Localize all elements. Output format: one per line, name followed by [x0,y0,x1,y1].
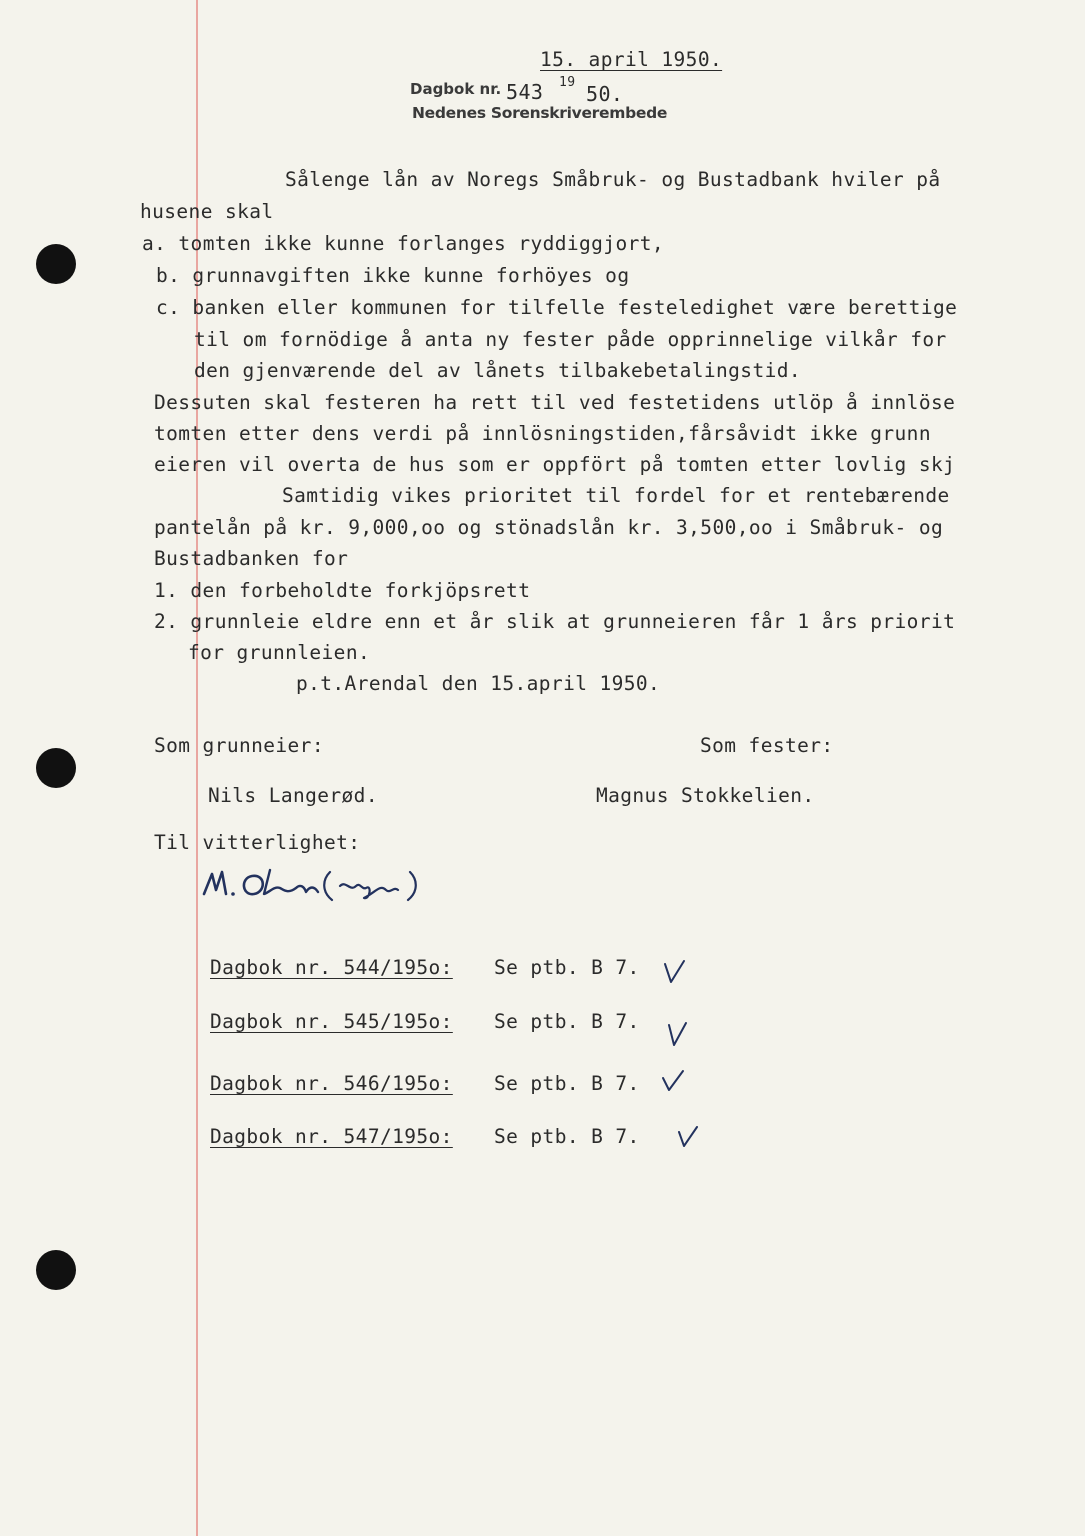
year-suffix: 50. [586,82,624,106]
body-line: Bustadbanken for [154,547,349,570]
document-date: 15. april 1950. [540,48,723,71]
entry-ref: Dagbok nr. 545/195o: [210,1010,453,1033]
entry-ref: Dagbok nr. 544/195o: [210,956,453,979]
body-line: for grunnleien. [188,641,371,664]
check-mark-icon [662,958,688,986]
fester-label: Som fester: [700,734,834,757]
body-line: husene skal [140,200,274,223]
grunneier-name: Nils Langerød. [208,784,378,807]
body-line: b. grunnavgiften ikke kunne forhöyes og [156,264,630,287]
body-line: til om fornödige å anta ny fester påde opprinnelige vilkår for [194,328,947,351]
witness-signature [200,864,440,904]
body-line: eieren vil overta de hus som er oppfört på tomten etter lovlig skj [154,453,956,476]
entry-ref: Dagbok nr. 546/195o: [210,1072,453,1095]
grunneier-label: Som grunneier: [154,734,324,757]
body-line: c. banken eller kommunen for tilfelle festeledighet være berettige [156,296,958,319]
punch-hole [36,748,76,788]
body-line: 1. den forbeholdte forkjöpsrett [154,579,531,602]
entry-note: Se ptb. B 7. [494,1125,640,1148]
entry-note: Se ptb. B 7. [494,956,640,979]
punch-hole [36,244,76,284]
body-line: a. tomten ikke kunne forlanges ryddiggjort, [142,232,665,255]
office-stamp: Nedenes Sorenskriverembede [412,104,668,122]
body-line: Dessuten skal festeren ha rett til ved festetidens utlöp å innlöse [154,391,956,414]
body-line: 2. grunnleie eldre enn et år slik at grunneieren får 1 års priorit [154,610,956,633]
check-mark-icon [660,1068,686,1094]
entry-note: Se ptb. B 7. [494,1010,640,1033]
check-mark-icon [676,1124,700,1150]
fester-name: Magnus Stokkelien. [596,784,815,807]
body-line: Sålenge lån av Noregs Småbruk- og Bustadbank hviler på [285,168,941,191]
entry-ref: Dagbok nr. 547/195o: [210,1125,453,1148]
body-line: pantelån på kr. 9,000,oo og stönadslån kr. 3,500,oo i Småbruk- og [154,516,944,539]
body-line: tomten etter dens verdi på innlösningstiden,fårsåvidt ikke grunn [154,422,931,445]
check-mark-icon [666,1020,690,1048]
margin-line [196,0,198,1536]
witness-label: Til vitterlighet: [154,831,361,854]
body-line: Samtidig vikes prioritet til fordel for et rentebærende [282,484,950,507]
year-prefix: 19 [559,75,576,90]
dagbok-number: 543 [506,80,544,104]
place-date-line: p.t.Arendal den 15.april 1950. [296,672,661,695]
body-line: den gjenværende del av lånets tilbakebetalingstid. [194,359,801,382]
entry-note: Se ptb. B 7. [494,1072,640,1095]
dagbok-label: Dagbok nr. [410,80,502,98]
punch-hole [36,1250,76,1290]
